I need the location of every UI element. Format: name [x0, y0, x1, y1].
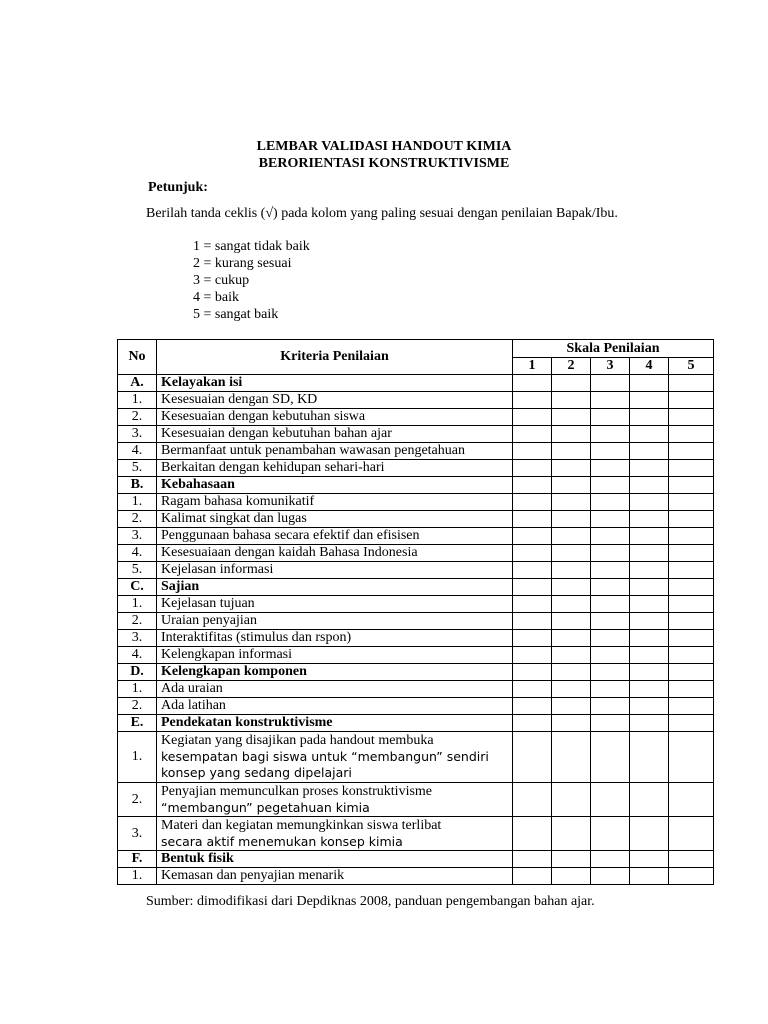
rating-cell-2[interactable]	[552, 494, 591, 511]
rating-cell-5[interactable]	[669, 630, 714, 647]
rating-cell-5[interactable]	[669, 562, 714, 579]
criteria-row	[118, 443, 714, 460]
row-number: D.	[118, 664, 157, 681]
rating-cell-5[interactable]	[669, 443, 714, 460]
criteria-text: Kesesuaian dengan kebutuhan bahan ajar	[157, 426, 513, 443]
criteria-row	[118, 596, 714, 613]
rating-cell-4[interactable]	[630, 647, 669, 664]
rating-cell-2[interactable]	[552, 647, 591, 664]
criteria-text: Kesesuaian dengan SD, KD	[157, 392, 513, 409]
rating-cell-4[interactable]	[630, 681, 669, 698]
rating-cell-5[interactable]	[669, 426, 714, 443]
rating-cell-2[interactable]	[552, 817, 591, 851]
instructions-heading: Petunjuk:	[148, 180, 208, 195]
criteria-text: Bermanfaat untuk penambahan wawasan pengetahuan	[157, 443, 513, 460]
rating-cell-4[interactable]	[630, 579, 669, 596]
row-number: 1.	[118, 868, 157, 885]
rating-cell-2[interactable]	[552, 392, 591, 409]
rating-cell-1[interactable]	[513, 528, 552, 545]
rating-cell-4[interactable]	[630, 783, 669, 817]
criteria-row	[118, 647, 714, 664]
section-title: Kebahasaan	[157, 477, 513, 494]
rating-cell-1[interactable]	[513, 562, 552, 579]
rating-cell-1[interactable]	[513, 817, 552, 851]
rating-cell-4[interactable]	[630, 409, 669, 426]
rating-cell-3[interactable]	[591, 817, 630, 851]
criteria-row	[118, 681, 714, 698]
scale-legend-item: 5 = sangat baik	[193, 307, 279, 322]
rating-cell-3[interactable]	[591, 698, 630, 715]
rating-cell-4[interactable]	[630, 613, 669, 630]
row-number: 1.	[118, 494, 157, 511]
rating-cell-3[interactable]	[591, 511, 630, 528]
validation-table	[117, 339, 714, 885]
criteria-text: Kelengkapan informasi	[157, 647, 513, 664]
rating-cell-4[interactable]	[630, 698, 669, 715]
rating-cell-5[interactable]	[669, 545, 714, 562]
rating-cell-2[interactable]	[552, 460, 591, 477]
criteria-text: Kesesuaian dengan kebutuhan siswa	[157, 409, 513, 426]
criteria-text: Ragam bahasa komunikatif	[157, 494, 513, 511]
criteria-row	[118, 426, 714, 443]
row-number: 3.	[118, 817, 157, 851]
section-title: Kelengkapan komponen	[157, 664, 513, 681]
rating-cell-5[interactable]	[669, 579, 714, 596]
row-number: 1.	[118, 681, 157, 698]
criteria-text: Kejelasan informasi	[157, 562, 513, 579]
rating-cell-1[interactable]	[513, 681, 552, 698]
scale-legend-item: 1 = sangat tidak baik	[193, 239, 310, 254]
rating-cell-2[interactable]	[552, 426, 591, 443]
rating-cell-5[interactable]	[669, 698, 714, 715]
document-title-line2: BERORIENTASI KONSTRUKTIVISME	[258, 156, 510, 171]
rating-cell-2[interactable]	[552, 664, 591, 681]
criteria-row	[118, 613, 714, 630]
rating-cell-2[interactable]	[552, 783, 591, 817]
rating-cell-5[interactable]	[669, 477, 714, 494]
criteria-row	[118, 698, 714, 715]
row-number: A.	[118, 375, 157, 392]
scale-header-3: 3	[591, 358, 630, 375]
criteria-row	[118, 630, 714, 647]
row-number: 1.	[118, 392, 157, 409]
rating-cell-3[interactable]	[591, 851, 630, 868]
rating-cell-4[interactable]	[630, 732, 669, 783]
criteria-text: Penggunaan bahasa secara efektif dan efisisen	[157, 528, 513, 545]
document-title-line1: LEMBAR VALIDASI HANDOUT KIMIA	[256, 139, 512, 154]
rating-cell-2[interactable]	[552, 579, 591, 596]
scale-legend	[193, 238, 310, 323]
rating-cell-3[interactable]	[591, 392, 630, 409]
rating-cell-1[interactable]	[513, 375, 552, 392]
row-number: 4.	[118, 545, 157, 562]
rating-cell-4[interactable]	[630, 528, 669, 545]
rating-cell-4[interactable]	[630, 375, 669, 392]
header-criteria: Kriteria Penilaian	[157, 340, 513, 375]
rating-cell-1[interactable]	[513, 732, 552, 783]
row-number: 4.	[118, 443, 157, 460]
rating-cell-4[interactable]	[630, 511, 669, 528]
scale-header-4: 4	[630, 358, 669, 375]
row-number: 3.	[118, 630, 157, 647]
rating-cell-3[interactable]	[591, 630, 630, 647]
criteria-row	[118, 545, 714, 562]
criteria-row	[118, 817, 714, 851]
rating-cell-2[interactable]	[552, 545, 591, 562]
criteria-text: Ada latihan	[157, 698, 513, 715]
rating-cell-1[interactable]	[513, 596, 552, 613]
rating-cell-5[interactable]	[669, 817, 714, 851]
criteria-text: Kesesuaiaan dengan kaidah Bahasa Indonesia	[157, 545, 513, 562]
rating-cell-2[interactable]	[552, 732, 591, 783]
rating-cell-5[interactable]	[669, 783, 714, 817]
criteria-text: Uraian penyajian	[157, 613, 513, 630]
criteria-text: Kalimat singkat dan lugas	[157, 511, 513, 528]
rating-cell-1[interactable]	[513, 409, 552, 426]
scale-header-5: 5	[669, 358, 714, 375]
rating-cell-5[interactable]	[669, 732, 714, 783]
rating-cell-4[interactable]	[630, 851, 669, 868]
rating-cell-4[interactable]	[630, 596, 669, 613]
rating-cell-1[interactable]	[513, 579, 552, 596]
criteria-text: Ada uraian	[157, 681, 513, 698]
row-number: 2.	[118, 511, 157, 528]
row-number: 3.	[118, 528, 157, 545]
criteria-text: Interaktifitas (stimulus dan rspon)	[157, 630, 513, 647]
criteria-row	[118, 868, 714, 885]
rating-cell-4[interactable]	[630, 715, 669, 732]
criteria-row	[118, 783, 714, 817]
rating-cell-4[interactable]	[630, 545, 669, 562]
section-title: Sajian	[157, 579, 513, 596]
rating-cell-5[interactable]	[669, 647, 714, 664]
instructions-text: Berilah tanda ceklis (√) pada kolom yang paling sesuai dengan penilaian Bapak/Ibu.	[146, 206, 618, 221]
rating-cell-3[interactable]	[591, 528, 630, 545]
rating-cell-3[interactable]	[591, 715, 630, 732]
section-row	[118, 579, 714, 596]
rating-cell-1[interactable]	[513, 698, 552, 715]
rating-cell-4[interactable]	[630, 562, 669, 579]
rating-cell-3[interactable]	[591, 664, 630, 681]
rating-cell-3[interactable]	[591, 613, 630, 630]
rating-cell-5[interactable]	[669, 596, 714, 613]
rating-cell-4[interactable]	[630, 664, 669, 681]
rating-cell-4[interactable]	[630, 443, 669, 460]
rating-cell-3[interactable]	[591, 375, 630, 392]
rating-cell-2[interactable]	[552, 511, 591, 528]
rating-cell-4[interactable]	[630, 494, 669, 511]
rating-cell-1[interactable]	[513, 426, 552, 443]
rating-cell-1[interactable]	[513, 443, 552, 460]
rating-cell-5[interactable]	[669, 851, 714, 868]
rating-cell-1[interactable]	[513, 494, 552, 511]
rating-cell-2[interactable]	[552, 596, 591, 613]
rating-cell-2[interactable]	[552, 868, 591, 885]
criteria-line: Materi dan kegiatan memungkinkan siswa terlibat	[161, 817, 442, 833]
row-number: 1.	[118, 596, 157, 613]
scale-legend-item: 3 = cukup	[193, 273, 250, 288]
rating-cell-5[interactable]	[669, 409, 714, 426]
criteria-line: “membangun” pegetahuan kimia	[161, 799, 370, 815]
criteria-line: secara aktif menemukan konsep kimia	[161, 833, 403, 849]
section-row	[118, 664, 714, 681]
scale-legend-item: 4 = baik	[193, 290, 239, 305]
criteria-text: Kejelasan tujuan	[157, 596, 513, 613]
row-number: B.	[118, 477, 157, 494]
rating-cell-1[interactable]	[513, 868, 552, 885]
criteria-text	[157, 732, 513, 783]
criteria-row	[118, 494, 714, 511]
rating-cell-5[interactable]	[669, 460, 714, 477]
row-number: 2.	[118, 698, 157, 715]
rating-cell-5[interactable]	[669, 613, 714, 630]
rating-cell-2[interactable]	[552, 698, 591, 715]
rating-cell-2[interactable]	[552, 715, 591, 732]
criteria-row	[118, 562, 714, 579]
rating-cell-3[interactable]	[591, 545, 630, 562]
rating-cell-2[interactable]	[552, 630, 591, 647]
row-number: C.	[118, 579, 157, 596]
header-no: No	[118, 340, 157, 375]
rating-cell-3[interactable]	[591, 681, 630, 698]
section-title: Bentuk fisik	[157, 851, 513, 868]
rating-cell-3[interactable]	[591, 579, 630, 596]
rating-cell-3[interactable]	[591, 443, 630, 460]
scale-header-1: 1	[513, 358, 552, 375]
rating-cell-1[interactable]	[513, 392, 552, 409]
rating-cell-2[interactable]	[552, 562, 591, 579]
rating-cell-5[interactable]	[669, 392, 714, 409]
rating-cell-2[interactable]	[552, 375, 591, 392]
rating-cell-4[interactable]	[630, 817, 669, 851]
rating-cell-2[interactable]	[552, 409, 591, 426]
row-number: 4.	[118, 647, 157, 664]
criteria-text	[157, 783, 513, 817]
rating-cell-3[interactable]	[591, 460, 630, 477]
rating-cell-4[interactable]	[630, 426, 669, 443]
section-row	[118, 715, 714, 732]
criteria-row	[118, 392, 714, 409]
rating-cell-2[interactable]	[552, 613, 591, 630]
rating-cell-4[interactable]	[630, 868, 669, 885]
rating-cell-3[interactable]	[591, 783, 630, 817]
rating-cell-4[interactable]	[630, 460, 669, 477]
section-title: Pendekatan konstruktivisme	[157, 715, 513, 732]
criteria-line: konsep yang sedang dipelajari	[161, 765, 352, 780]
rating-cell-1[interactable]	[513, 630, 552, 647]
rating-cell-1[interactable]	[513, 477, 552, 494]
criteria-row	[118, 460, 714, 477]
rating-cell-5[interactable]	[669, 375, 714, 392]
criteria-row	[118, 528, 714, 545]
section-row	[118, 477, 714, 494]
rating-cell-3[interactable]	[591, 409, 630, 426]
row-number: 2.	[118, 409, 157, 426]
row-number: 5.	[118, 562, 157, 579]
rating-cell-1[interactable]	[513, 613, 552, 630]
section-row	[118, 851, 714, 868]
criteria-row	[118, 732, 714, 783]
criteria-row	[118, 409, 714, 426]
rating-cell-1[interactable]	[513, 664, 552, 681]
row-number: F.	[118, 851, 157, 868]
section-row	[118, 375, 714, 392]
scale-header-2: 2	[552, 358, 591, 375]
criteria-text: Kemasan dan penyajian menarik	[157, 868, 513, 885]
rating-cell-3[interactable]	[591, 868, 630, 885]
rating-cell-5[interactable]	[669, 528, 714, 545]
rating-cell-2[interactable]	[552, 528, 591, 545]
rating-cell-4[interactable]	[630, 477, 669, 494]
criteria-line: kesempatan bagi siswa untuk “membangun” sendiri	[161, 749, 489, 764]
rating-cell-1[interactable]	[513, 545, 552, 562]
rating-cell-2[interactable]	[552, 477, 591, 494]
criteria-text	[157, 817, 513, 851]
rating-cell-3[interactable]	[591, 426, 630, 443]
rating-cell-1[interactable]	[513, 783, 552, 817]
row-number: 2.	[118, 613, 157, 630]
rating-cell-3[interactable]	[591, 732, 630, 783]
criteria-line: Kegiatan yang disajikan pada handout membuka	[161, 733, 434, 748]
rating-cell-3[interactable]	[591, 494, 630, 511]
rating-cell-1[interactable]	[513, 460, 552, 477]
rating-cell-4[interactable]	[630, 630, 669, 647]
rating-cell-5[interactable]	[669, 681, 714, 698]
criteria-line: Penyajian memunculkan proses konstruktivisme	[161, 783, 433, 799]
rating-cell-5[interactable]	[669, 868, 714, 885]
rating-cell-5[interactable]	[669, 664, 714, 681]
source-note: Sumber: dimodifikasi dari Depdiknas 2008, panduan pengembangan bahan ajar.	[146, 894, 595, 909]
rating-cell-3[interactable]	[591, 562, 630, 579]
criteria-text: Berkaitan dengan kehidupan sehari-hari	[157, 460, 513, 477]
row-number: 1.	[118, 732, 157, 783]
rating-cell-3[interactable]	[591, 596, 630, 613]
rating-cell-3[interactable]	[591, 477, 630, 494]
rating-cell-1[interactable]	[513, 511, 552, 528]
row-number: 2.	[118, 783, 157, 817]
header-scale: Skala Penilaian	[513, 340, 714, 358]
rating-cell-4[interactable]	[630, 392, 669, 409]
rating-cell-1[interactable]	[513, 715, 552, 732]
rating-cell-2[interactable]	[552, 681, 591, 698]
rating-cell-5[interactable]	[669, 511, 714, 528]
rating-cell-3[interactable]	[591, 647, 630, 664]
rating-cell-1[interactable]	[513, 647, 552, 664]
rating-cell-5[interactable]	[669, 494, 714, 511]
criteria-row	[118, 511, 714, 528]
rating-cell-1[interactable]	[513, 851, 552, 868]
scale-legend-item: 2 = kurang sesuai	[193, 256, 292, 271]
rating-cell-2[interactable]	[552, 443, 591, 460]
row-number: E.	[118, 715, 157, 732]
section-title: Kelayakan isi	[157, 375, 513, 392]
rating-cell-5[interactable]	[669, 715, 714, 732]
row-number: 5.	[118, 460, 157, 477]
rating-cell-2[interactable]	[552, 851, 591, 868]
row-number: 3.	[118, 426, 157, 443]
